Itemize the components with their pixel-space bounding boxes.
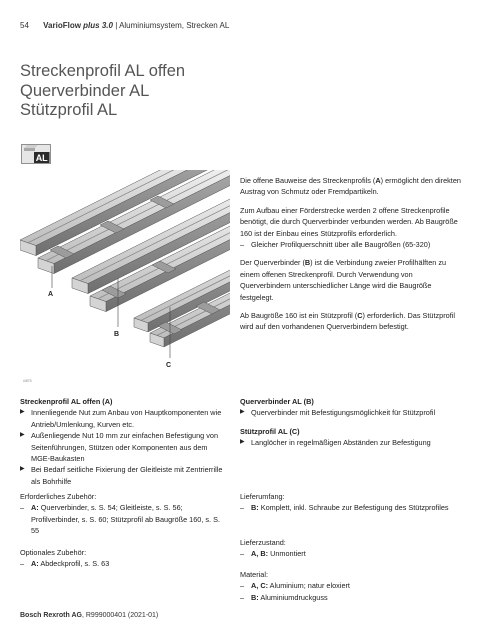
- scope-list: [240, 502, 465, 513]
- section-heading: Material:: [240, 570, 268, 579]
- intro-paragraph-3: Der Querverbinder (B) ist die Verbindung zweier Profilhälften zu einem offenen Streckenprofil. Durch Verwendung von Querverbindern unterschiedlicher Länge wird die Baugröße festgelegt.: [240, 258, 447, 302]
- intro-paragraph-1: Die offene Bauweise des Streckenprofils (A) ermöglicht den direkten Austrag von Schmutz oder Fremdpartikeln.: [240, 176, 461, 197]
- list-item: – B: Komplett, inkl. Schraube zur Befestigung des Stützprofiles: [240, 502, 465, 513]
- list-item: – B: Aluminiumdruckguss: [240, 592, 465, 603]
- section-heading: Lieferumfang:: [240, 492, 285, 501]
- section-optional-accessories: [20, 547, 225, 570]
- list-item: ▶ Außenliegende Nut 10 mm zur einfachen Befestigung von Seitenführungen, Stützen oder Komponenten aus dem MGE-Baukasten: [20, 430, 225, 464]
- section-heading: Erforderliches Zubehör:: [20, 492, 97, 501]
- section-delivery-state: [240, 537, 465, 560]
- intro-text: [240, 175, 465, 340]
- title-line: Stützprofil AL: [20, 101, 118, 119]
- figure-label-a: A: [48, 291, 54, 298]
- section-heading: Optionales Zubehör:: [20, 548, 87, 557]
- list-item: – A: Querverbinder, s. S. 54; Gleitleiste, s. S. 56; Profilverbinder, s. S. 60; Stützprofil ab Baugröße 160, s. S. 55: [20, 502, 225, 536]
- list-item: ▶ Innenliegende Nut zum Anbau von Hauptkomponenten wie Antrieb/Umlenkung, Kurven etc.: [20, 407, 225, 430]
- list-item: ▶ Bei Bedarf seitliche Fixierung der Gleitleiste mit Zentrierrille als Bohrhilfe: [20, 464, 225, 487]
- figure-label-c: C: [166, 362, 172, 369]
- product-name: VarioFlow: [43, 21, 81, 30]
- figure-label-b: B: [114, 331, 120, 338]
- accessory-list: [20, 502, 225, 536]
- footer-company: Bosch Rexroth AG: [20, 612, 82, 619]
- feature-list: [20, 407, 225, 487]
- badge-text: AL: [35, 152, 48, 163]
- list-item: – Gleicher Profilquerschnitt über alle Baugrößen (65-320): [240, 239, 465, 250]
- section-material: [240, 569, 465, 603]
- accessory-list: [20, 558, 225, 569]
- title-line: Streckenprofil AL offen: [20, 62, 186, 80]
- material-list: [240, 580, 465, 603]
- header-separator: |: [115, 21, 118, 30]
- page-header: [20, 21, 229, 30]
- section-scope-of-delivery: [240, 491, 465, 514]
- product-illustration: [20, 170, 230, 385]
- section-heading: Querverbinder AL (B): [240, 397, 314, 406]
- footer-document: , R999000401 (2021-01): [81, 612, 159, 619]
- intro-paragraph-2: Zum Aufbau einer Förderstrecke werden 2 offene Streckenprofile benötigt, die durch Querverbinder verbunden werden. Ab Baugröße 160 ist der Einbau eines Stützprofils erforderlich.: [240, 205, 458, 238]
- section-heading: Stützprofil AL (C): [240, 426, 300, 436]
- section-heading: Lieferzustand:: [240, 538, 286, 547]
- feature-list: [240, 407, 465, 418]
- header-subtitle: Aluminiumsystem, Strecken AL: [119, 21, 230, 30]
- state-list: [240, 548, 465, 559]
- intro-list: [240, 239, 465, 250]
- intro-paragraph-4: Ab Baugröße 160 ist ein Stützprofil (C) erforderlich. Das Stützprofil wird auf den vorhandenen Querverbindern befestigt.: [240, 311, 455, 332]
- figure-code: i4875: [23, 379, 32, 383]
- page-footer: [20, 612, 158, 619]
- section-heading: Streckenprofil AL offen (A): [20, 397, 113, 406]
- list-item: – A, C: Aluminium; natur eloxiert: [240, 580, 465, 591]
- title-line: Querverbinder AL: [20, 81, 150, 100]
- product-version: plus 3.0: [83, 21, 113, 30]
- list-item: ▶ Querverbinder mit Befestigungsmöglichkeit für Stützprofil: [240, 407, 465, 418]
- feature-list: [240, 437, 465, 448]
- section-querverbinder: [240, 396, 465, 449]
- section-streckenprofil: [20, 396, 225, 487]
- list-item: – A, B: Unmontiert: [240, 548, 465, 559]
- page-title: [20, 62, 185, 121]
- list-item: – A: Abdeckprofil, s. S. 63: [20, 558, 225, 569]
- al-profile-icon: [21, 144, 51, 164]
- page-number: 54: [20, 21, 29, 30]
- list-item: ▶ Langlöcher in regelmäßigen Abständen zur Befestigung: [240, 437, 465, 448]
- section-required-accessories: [20, 491, 225, 537]
